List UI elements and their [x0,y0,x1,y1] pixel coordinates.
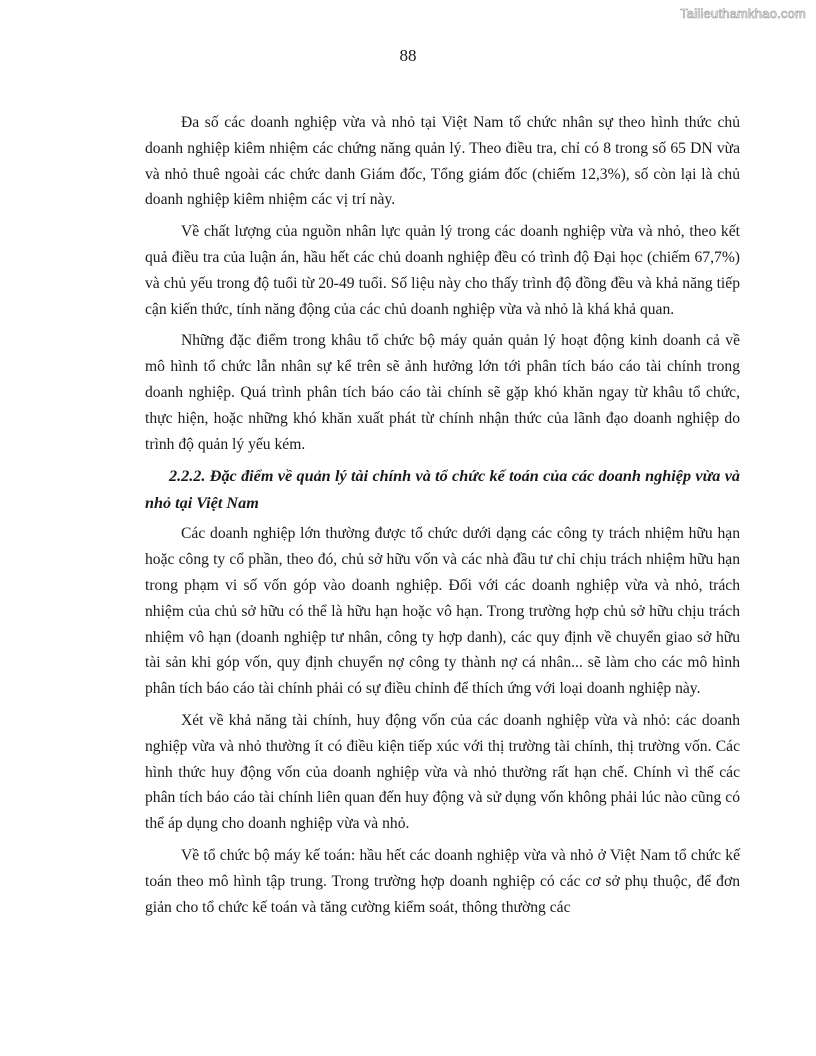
paragraph: Về chất lượng của nguồn nhân lực quản lý trong các doanh nghiệp vừa và nhỏ, theo kết quả điều tra của luận án, hầu hết các chủ doanh nghiệp đều có trình độ Đại học (chiếm 67,7%) và chủ yếu trong độ tuổi từ 20-49 tuổi. Số liệu này cho thấy trình độ đồng đều và khả năng tiếp cận kiến thức, tính năng động của các chủ doanh nghiệp vừa và nhỏ là khá khả quan. [145,223,740,318]
document-body [145,110,740,926]
paragraph: Đa số các doanh nghiệp vừa và nhỏ tại Việt Nam tổ chức nhân sự theo hình thức chủ doanh nghiệp kiêm nhiệm các chứng năng quản lý. Theo điều tra, chỉ có 8 trong số 65 DN vừa và nhỏ thuê ngoài các chức danh Giám đốc, Tổng giám đốc (chiếm 12,3%), số còn lại là chủ doanh nghiệp kiêm nhiệm các vị trí này. [145,114,740,209]
paragraph: Xét về khả năng tài chính, huy động vốn của các doanh nghiệp vừa và nhỏ: các doanh nghiệp vừa và nhỏ thường ít có điều kiện tiếp xúc với thị trường tài chính, thị trường vốn. Các hình thức huy động vốn của doanh nghiệp vừa và nhỏ thường rất hạn chế. Chính vì thế các phân tích báo cáo tài chính liên quan đến huy động và sử dụng vốn không phải lúc nào cũng có thể áp dụng cho doanh nghiệp vừa và nhỏ. [145,711,740,833]
page-number: 88 [399,46,417,65]
paragraph: Các doanh nghiệp lớn thường được tổ chức dưới dạng các công ty trách nhiệm hữu hạn hoặc công ty cổ phần, theo đó, chủ sở hữu vốn và các nhà đầu tư chỉ chịu trách nhiệm hữu hạn trong phạm vi số vốn góp vào doanh nghiệp. Đối với các doanh nghiệp vừa và nhỏ, trách nhiệm của chủ sở hữu có thể là hữu hạn hoặc vô hạn. Trong trường hợp chủ sở hữu chịu trách nhiệm vô hạn (doanh nghiệp tư nhân, công ty hợp danh), các quy định về chuyển giao sở hữu tài sản khi góp vốn, quy định chuyển nợ công ty thành nợ cá nhân... sẽ làm cho các mô hình phân tích báo cáo tài chính phải có sự điều chỉnh để thích ứng với loại doanh nghiệp này. [145,525,740,698]
watermark: Tailieuthamkhao.com [680,6,806,21]
paragraph: Về tổ chức bộ máy kế toán: hầu hết các doanh nghiệp vừa và nhỏ ở Việt Nam tổ chức kế toán theo mô hình tập trung. Trong trường hợp doanh nghiệp có các cơ sở phụ thuộc, để đơn giản cho tổ chức kế toán và tăng cường kiểm soát, thông thường các [145,846,740,916]
section-heading: 2.2.2. Đặc điểm về quản lý tài chính và tổ chức kế toán của các doanh nghiệp vừa và nhỏ tại Việt Nam [145,467,740,513]
paragraph: Những đặc điểm trong khâu tổ chức bộ máy quản quản lý hoạt động kinh doanh cả về mô hình tổ chức lẫn nhân sự kể trên sẽ ảnh hưởng lớn tới phân tích báo cáo tài chính trong doanh nghiệp. Quá trình phân tích báo cáo tài chính sẽ gặp khó khăn ngay từ khâu tổ chức, thực hiện, hoặc những khó khăn xuất phát từ chính nhận thức của lãnh đạo doanh nghiệp do trình độ quản lý yếu kém. [145,332,740,453]
